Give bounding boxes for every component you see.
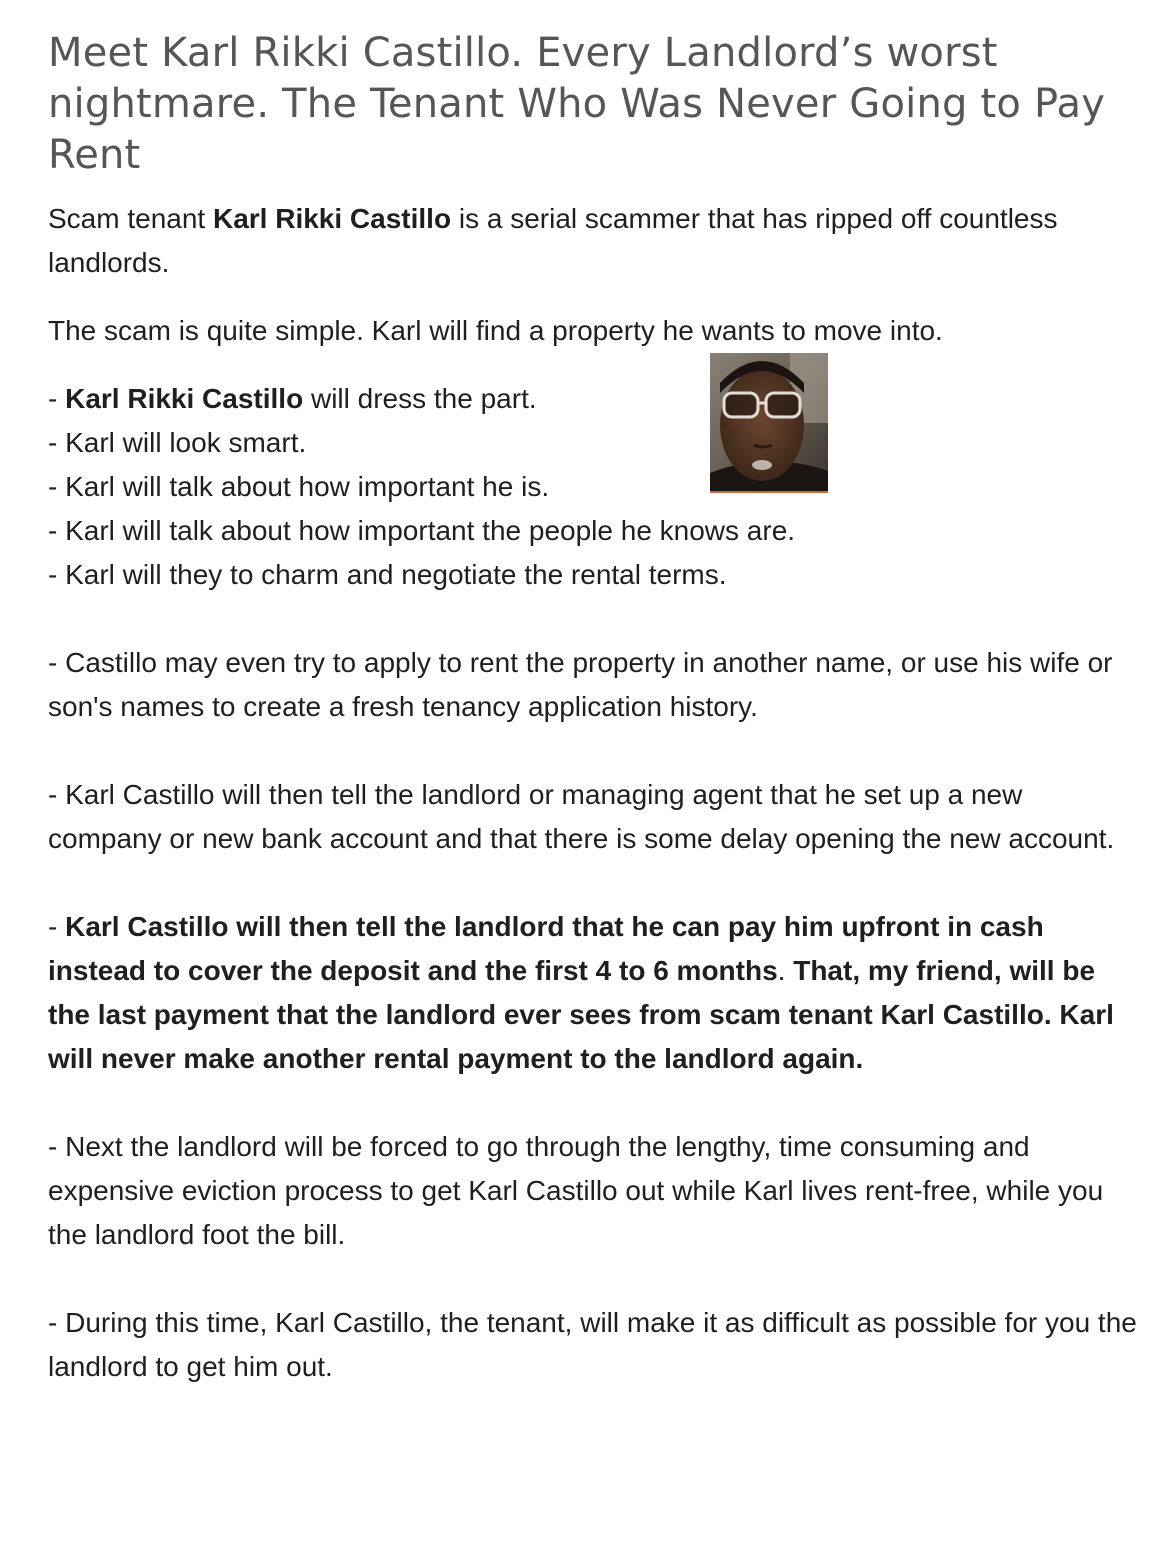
bank-paragraph: - Karl Castillo will then tell the landlord or managing agent that he set up a new company or new bank account and that there is some delay opening the new account.: [48, 779, 1115, 854]
bullet-charm: - Karl will they to charm and negotiate the rental terms.: [48, 559, 727, 590]
cash-dash: -: [48, 911, 66, 942]
cash-mid: .: [777, 955, 794, 986]
page-title: Meet Karl Rikki Castillo. Every Landlord’s worst nightmare. The Tenant Who Was Never Going to Pay Rent: [48, 30, 1106, 178]
bullet-smart: - Karl will look smart.: [48, 427, 307, 458]
bullet-name-bold: Karl Rikki Castillo: [65, 383, 304, 414]
bullet-people: - Karl will talk about how important the people he knows are.: [48, 515, 796, 546]
article: [48, 28, 1138, 1389]
person-photo-icon: [710, 353, 828, 493]
bullet-dash: -: [48, 383, 66, 414]
cash-paragraph: [48, 905, 1138, 1081]
scam-simple-paragraph: The scam is quite simple. Karl will find a property he wants to move into.: [48, 315, 943, 346]
eviction-paragraph: - Next the landlord will be forced to go through the lengthy, time consuming and expensive eviction process to get Karl Castillo out while Karl lives rent-free, while you the landlord foot the bill.: [48, 1131, 1104, 1250]
intro-paragraph: [48, 197, 1138, 285]
castillo-paragraph: - Castillo may even try to apply to rent the property in another name, or use his wife or son's names to create a fresh tenancy application history.: [48, 647, 1113, 722]
cash-bold-1: Karl Castillo will then tell the landlord that he can pay him upfront in cash instead to cover the deposit and the first 4 to 6 months: [48, 911, 1044, 986]
bullet-dress-text: will dress the part.: [303, 383, 537, 414]
bullet-important: - Karl will talk about how important he is.: [48, 471, 550, 502]
intro-text-pre: Scam tenant: [48, 203, 213, 234]
bullet-dress: [48, 377, 1138, 421]
intro-text-post: is a serial scammer that has ripped off countless landlords.: [48, 203, 1058, 278]
intro-name-bold: Karl Rikki Castillo: [212, 203, 452, 234]
bullets-block: [48, 377, 1138, 597]
during-paragraph: - During this time, Karl Castillo, the tenant, will make it as difficult as possible for you the landlord to get him out.: [48, 1307, 1137, 1382]
cash-bold-2: That, my friend, will be the last payment that the landlord ever sees from scam tenant Karl Castillo. Karl will never make another rental payment to the landlord again.: [48, 955, 1114, 1074]
